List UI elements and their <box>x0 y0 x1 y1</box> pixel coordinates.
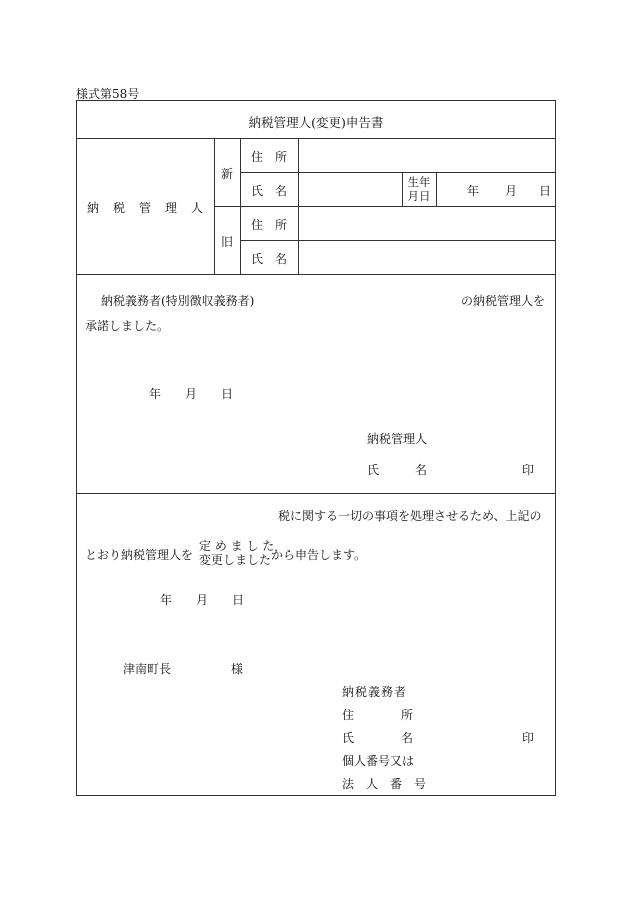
option-changed: 変更しました <box>199 553 272 567</box>
accept-year-unit: 年 <box>149 387 162 401</box>
declaration-prefix: とおり納税管理人を <box>85 548 194 562</box>
divider <box>240 240 555 241</box>
manager-name-label-2: 名 <box>415 463 428 477</box>
new-name-label: 氏 名 <box>250 184 287 198</box>
option-established: 定 め ま し た <box>199 539 275 553</box>
birth-day-unit: 日 <box>539 184 552 198</box>
manager-seal-mark: 印 <box>522 463 535 477</box>
taxpayer-sign-label: 納税義務者 <box>342 685 408 699</box>
new-address-label: 住 所 <box>250 150 287 164</box>
taxpayer-seal-mark: 印 <box>522 731 535 745</box>
declaration-line1: 税に関する一切の事項を処理させるため、上記の <box>278 509 542 523</box>
birthdate-label <box>402 175 436 203</box>
birthdate-label-line1: 生年 <box>407 175 431 189</box>
taxpayer-name-label-1: 氏 <box>342 731 355 745</box>
declare-year-unit: 年 <box>160 593 173 607</box>
declaration-options <box>199 539 274 567</box>
tax-manager-form <box>76 100 556 796</box>
divider <box>77 493 555 494</box>
birth-month-unit: 月 <box>505 184 518 198</box>
corporate-number-label: 法 人 番 号 <box>342 777 427 791</box>
form-number: 様式第58号 <box>76 87 140 101</box>
old-address-label: 住 所 <box>250 218 287 232</box>
birth-year-unit: 年 <box>467 184 480 198</box>
taxpayer-address-label-2: 所 <box>401 708 414 722</box>
accepted-text: 承諾しました。 <box>85 319 170 333</box>
tax-manager-row-label: 納 税 管 理 人 <box>86 201 204 215</box>
taxpayer-name-label-2: 名 <box>401 731 414 745</box>
taxpayer-label: 納税義務者(特別徴収義務者) <box>101 294 255 308</box>
addressee-honorific: 様 <box>231 662 244 676</box>
old-name-label: 氏 名 <box>250 252 287 266</box>
divider <box>77 274 555 275</box>
declare-month-unit: 月 <box>196 593 209 607</box>
tax-manager-sign-label: 納税管理人 <box>367 432 428 446</box>
declare-day-unit: 日 <box>232 593 245 607</box>
accept-day-unit: 日 <box>221 387 234 401</box>
of-tax-manager-text: の納税管理人を <box>461 294 546 308</box>
new-label: 新 <box>220 167 233 181</box>
birthdate-label-line2: 月日 <box>407 189 431 203</box>
individual-number-label: 個人番号又は <box>342 754 415 768</box>
accept-month-unit: 月 <box>185 387 198 401</box>
addressee-mayor: 津南町長 <box>123 662 172 676</box>
manager-name-label-1: 氏 <box>367 463 380 477</box>
taxpayer-address-label-1: 住 <box>342 708 355 722</box>
divider <box>77 138 555 139</box>
divider <box>436 172 437 206</box>
old-label: 旧 <box>220 235 233 249</box>
declaration-suffix: から申告します。 <box>271 548 367 562</box>
form-title: 納税管理人(変更)申告書 <box>248 115 384 130</box>
divider <box>214 206 555 207</box>
divider <box>240 172 555 173</box>
